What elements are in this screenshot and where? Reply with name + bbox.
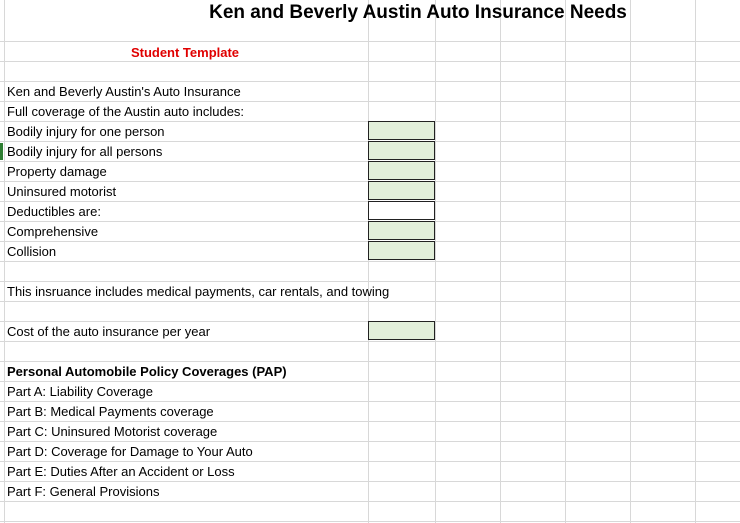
gridline bbox=[0, 381, 740, 382]
gridline bbox=[0, 81, 740, 82]
gridline bbox=[0, 261, 740, 262]
pap-part-cell[interactable]: Part E: Duties After an Accident or Loss bbox=[7, 464, 235, 479]
input-cell-property-damage[interactable] bbox=[368, 161, 435, 180]
coverage-item-cell[interactable]: Collision bbox=[7, 244, 57, 259]
cost-label-cell[interactable]: Cost of the auto insurance per year bbox=[7, 324, 211, 339]
gridline bbox=[0, 281, 740, 282]
sheet-title: Ken and Beverly Austin Auto Insurance Needs bbox=[209, 2, 627, 23]
input-cell-comprehensive[interactable] bbox=[368, 221, 435, 240]
input-cell-collision[interactable] bbox=[368, 241, 435, 260]
pap-part-cell[interactable]: Part A: Liability Coverage bbox=[7, 384, 153, 399]
coverage-item-cell[interactable]: Bodily injury for all persons bbox=[7, 144, 163, 159]
coverage-item-cell[interactable]: Uninsured motorist bbox=[7, 184, 117, 199]
gridline bbox=[0, 461, 740, 462]
row-selection-marker bbox=[0, 143, 3, 160]
student-template-label: Student Template bbox=[130, 45, 240, 60]
pap-part-cell[interactable]: Part F: General Provisions bbox=[7, 484, 160, 499]
gridline bbox=[0, 441, 740, 442]
pap-header-cell[interactable]: Personal Automobile Policy Coverages (PAP) bbox=[7, 364, 287, 379]
gridline bbox=[0, 361, 740, 362]
pap-part-cell[interactable]: Part D: Coverage for Damage to Your Auto bbox=[7, 444, 253, 459]
gridline bbox=[0, 501, 740, 502]
gridline bbox=[0, 421, 740, 422]
gridline bbox=[0, 101, 740, 102]
input-cell-bodily-injury-one[interactable] bbox=[368, 121, 435, 140]
gridline bbox=[0, 521, 740, 522]
note-cell[interactable]: This insruance includes medical payments, car rentals, and towing bbox=[7, 284, 390, 299]
input-cell-uninsured-motorist[interactable] bbox=[368, 181, 435, 200]
pap-part-cell[interactable]: Part B: Medical Payments coverage bbox=[7, 404, 214, 419]
pap-part-cell[interactable]: Part C: Uninsured Motorist coverage bbox=[7, 424, 218, 439]
gridline bbox=[0, 61, 740, 62]
input-cell-bodily-injury-all[interactable] bbox=[368, 141, 435, 160]
input-cell-cost-per-year[interactable] bbox=[368, 321, 435, 340]
input-cell-deductibles[interactable] bbox=[368, 201, 435, 220]
coverage-item-cell[interactable]: Property damage bbox=[7, 164, 107, 179]
intro-cell[interactable]: Ken and Beverly Austin's Auto Insurance bbox=[7, 84, 241, 99]
gridline bbox=[0, 301, 740, 302]
gridline bbox=[0, 401, 740, 402]
coverage-item-cell[interactable]: Deductibles are: bbox=[7, 204, 101, 219]
gridline bbox=[0, 481, 740, 482]
gridline bbox=[0, 341, 740, 342]
gridline bbox=[0, 41, 740, 42]
coverage-item-cell[interactable]: Comprehensive bbox=[7, 224, 99, 239]
coverage-item-cell[interactable]: Bodily injury for one person bbox=[7, 124, 165, 139]
coverage-header-cell[interactable]: Full coverage of the Austin auto includes: bbox=[7, 104, 245, 119]
